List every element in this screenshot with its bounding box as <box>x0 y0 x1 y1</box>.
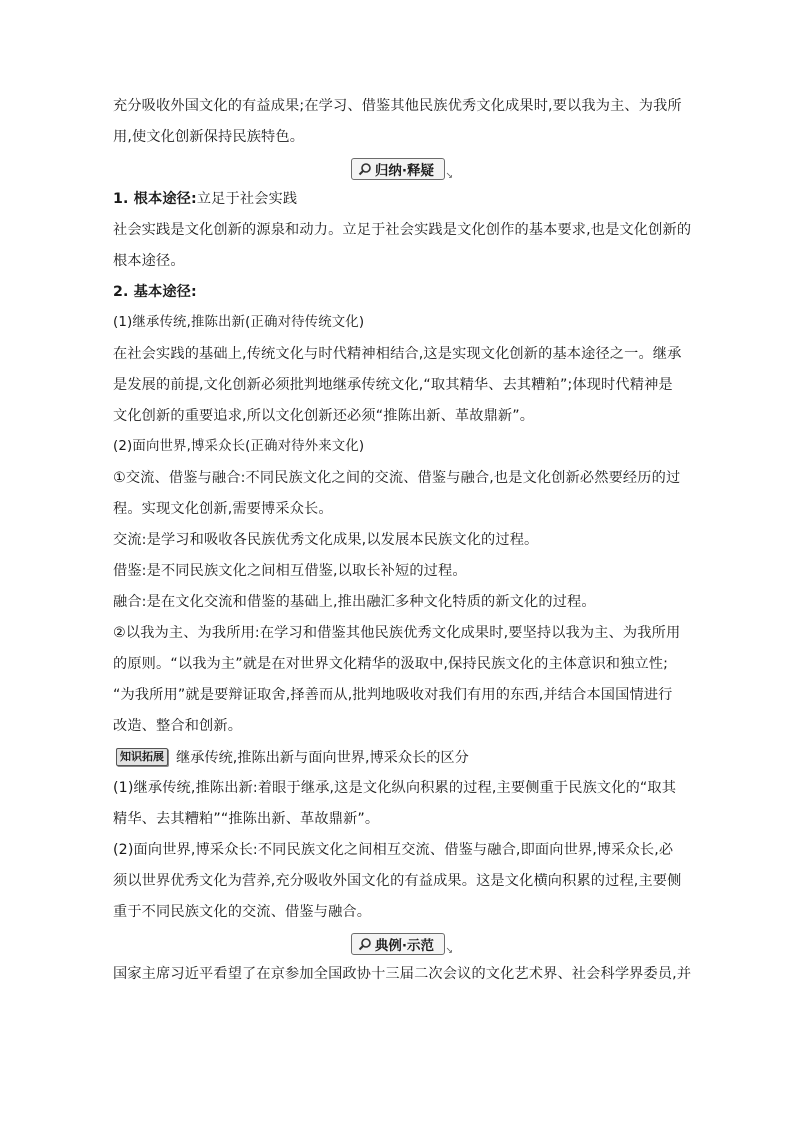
paragraph-line: 改造、整合和创新。 <box>113 718 243 734</box>
paragraph-line: “为我所用”就是要辩证取舍,择善而从,批判地吸收对我们有用的东西,并结合本国国情进行 <box>113 687 673 703</box>
extension-title: 继承传统,推陈出新与面向世界,博采众长的区分 <box>176 750 469 766</box>
paragraph-line: 须以世界优秀文化为营养,充分吸收外国文化的有益成果。这是文化横向积累的过程,主要侧 <box>113 873 682 889</box>
example-badge-label: 典例·示范 <box>374 938 435 954</box>
heading-basic-path: 2. 基本途径: <box>113 284 197 300</box>
extension-tag: 知识拓展 <box>116 748 168 766</box>
section-header-example <box>113 933 683 955</box>
document-body <box>113 96 692 995</box>
section-header-summary <box>113 158 683 180</box>
paragraph-line: 重于不同民族文化的交流、借鉴与融合。 <box>113 904 372 920</box>
paragraph-line: ①交流、借鉴与融合:不同民族文化之间的交流、借鉴与融合,也是文化创新必然要经历的过 <box>113 470 681 486</box>
heading-fundamental-path <box>113 189 683 209</box>
paragraph-line: 充分吸收外国文化的有益成果;在学习、借鉴其他民族优秀文化成果时,要以我为主、为我所 <box>113 98 682 114</box>
paragraph-line: 社会实践是文化创新的源泉和动力。立足于社会实践是文化创作的基本要求,也是文化创新的 <box>113 222 692 238</box>
badge-tail-icon: ↘ <box>445 946 454 956</box>
paragraph-line: 根本途径。 <box>113 253 185 269</box>
paragraph-line: ②以我为主、为我所用:在学习和借鉴其他民族优秀文化成果时,要坚持以我为主、为我所用 <box>113 625 681 641</box>
paragraph-line: 精华、去其糟粕”“推陈出新、革故鼎新”。 <box>113 811 380 827</box>
paragraph-line: 是发展的前提,文化创新必须批判地继承传统文化,“取其精华、去其糟粕”;体现时代精神是 <box>113 377 673 393</box>
magnifier-icon <box>358 162 372 176</box>
subheading: (2)面向世界,博采众长(正确对待外来文化) <box>113 439 365 454</box>
paragraph-line: 用,使文化创新保持民族特色。 <box>113 129 305 145</box>
paragraph-line: 融合:是在文化交流和借鉴的基础上,推出融汇多种文化特质的新文化的过程。 <box>113 594 596 610</box>
heading-text: 立足于社会实践 <box>196 191 298 207</box>
paragraph-line: 的原则。“以我为主”就是在对世界文化精华的汲取中,保持民族文化的主体意识和独立性; <box>113 656 669 672</box>
heading-label: 1. 根本途径: <box>113 191 197 207</box>
badge-tail-icon: ↘ <box>445 171 454 181</box>
paragraph-line: 在社会实践的基础上,传统文化与时代精神相结合,这是实现文化创新的基本途径之一。继承 <box>113 346 682 362</box>
paragraph-line: (1)继承传统,推陈出新:着眼于继承,这是文化纵向积累的过程,主要侧重于民族文化的“取其 <box>113 780 677 796</box>
paragraph-line: 程。实现文化创新,需要博采众长。 <box>113 501 333 517</box>
paragraph-line: 借鉴:是不同民族文化之间相互借鉴,以取长补短的过程。 <box>113 563 467 579</box>
paragraph-line: (2)面向世界,博采众长:不同民族文化之间相互交流、借鉴与融合,即面向世界,博采众长,必 <box>113 842 674 858</box>
summary-badge-label: 归纳·释疑 <box>374 163 435 179</box>
summary-badge <box>351 158 454 181</box>
magnifier-icon <box>358 937 372 951</box>
example-badge <box>351 933 454 956</box>
paragraph-line: 交流:是学习和吸收各民族优秀文化成果,以发展本民族文化的过程。 <box>113 532 539 548</box>
subheading: (1)继承传统,推陈出新(正确对待传统文化) <box>113 315 365 330</box>
knowledge-extension-header <box>113 747 683 767</box>
paragraph-line: 国家主席习近平看望了在京参加全国政协十三届二次会议的文化艺术界、社会科学界委员,并 <box>113 966 692 982</box>
paragraph-line: 文化创新的重要追求,所以文化创新还必须“推陈出新、革故鼎新”。 <box>113 408 535 424</box>
